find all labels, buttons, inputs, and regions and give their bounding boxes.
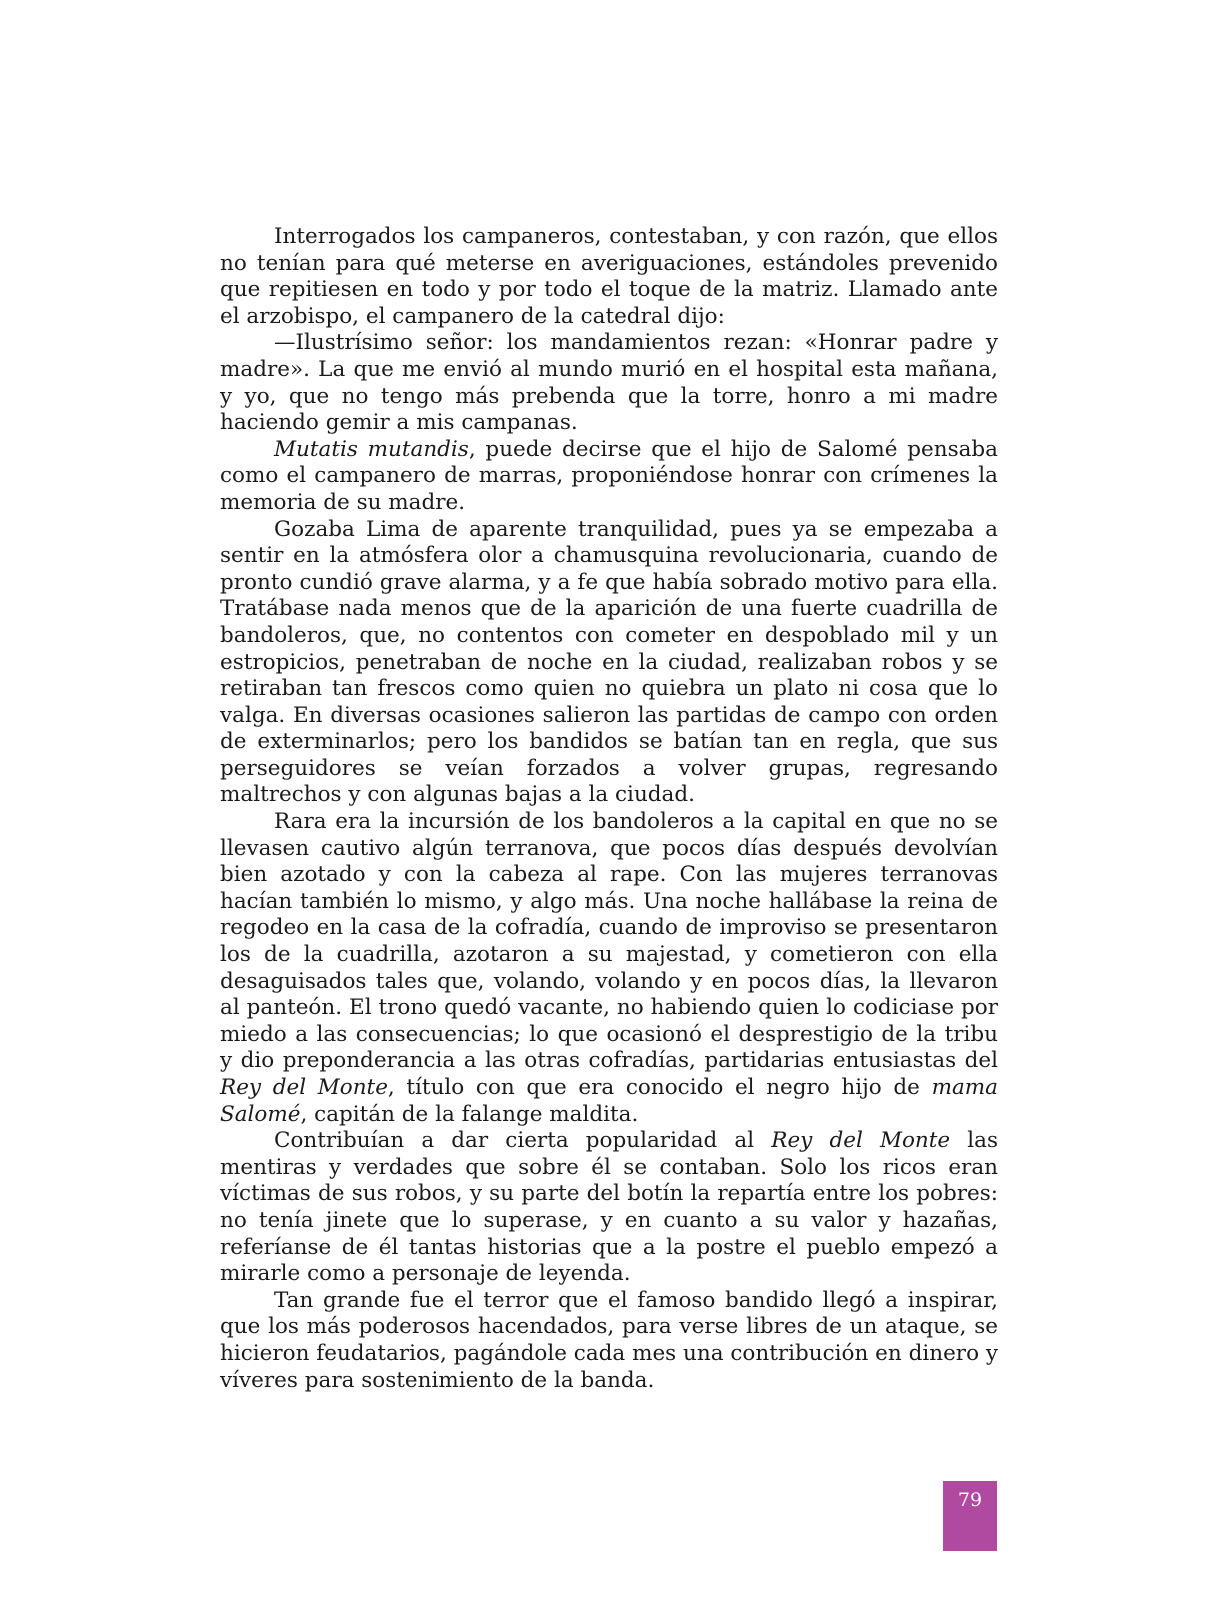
italic-text: Rey del Monte <box>771 1128 951 1154</box>
page-number-badge <box>943 1481 997 1551</box>
italic-text: Rey del Monte <box>220 1075 388 1100</box>
paragraph <box>220 517 998 810</box>
body-text <box>220 224 998 1394</box>
italic-text: mama Salomé <box>220 1075 998 1127</box>
paragraph-text: las mentiras y verdades que sobre él se contaban. Solo los ricos eran víctimas de sus robos, y su parte del botín la repartía entre los pobres: no tenía jinete que lo superase, y en cuanto a su valor y hazañas, referíanse de él tantas historias que a la postre el pueblo empezó a mirarle como a personaje de leyenda. <box>220 1128 999 1287</box>
paragraph <box>220 437 998 517</box>
page-number: 79 <box>957 1489 983 1511</box>
paragraph-text: Contribuían a dar cierta popularidad al <box>274 1128 772 1154</box>
paragraph <box>220 809 998 1128</box>
paragraph-text: , capitán de la falange maldita. <box>300 1101 639 1127</box>
paragraph-text: , puede decirse que el hijo de Salomé pensaba como el campanero de marras, proponiéndose honrar con crímenes la memoria de su madre. <box>220 436 998 515</box>
paragraph-text: —Ilustrísimo señor: los mandamientos rezan: «Honrar padre y madre». La que me envió al mundo murió en el hospital esta mañana, y yo, que no tengo más prebenda que la torre, honro a mi madre haciendo gemir a mis campanas. <box>220 330 998 436</box>
paragraph <box>220 1128 998 1288</box>
paragraph-text: , título con que era conocido el negro hijo de <box>387 1075 932 1100</box>
paragraph-text: Gozaba Lima de aparente tranquilidad, pues ya se empezaba a sentir en la atmósfera olor a chamusquina revolucionaria, cuando de pronto cundió grave alarma, y a fe que había sobrado motivo para ella. Tratábase nada menos que de la aparición de una fuerte cuadrilla de bandoleros, que, no contentos con cometer en despoblado mil y un estropicios, penetraban de noche en la ciudad, realizaban robos y se retiraban tan frescos como quien no quiebra un plato ni cosa que lo valga. En diversas ocasiones salieron las partidas de campo con orden de exterminarlos; pero los bandidos se batían tan en regla, que sus perseguidores se veían forzados a volver grupas, regresando maltrechos y con algunas bajas a la ciudad. <box>220 516 998 808</box>
italic-text: Mutatis mutandis <box>274 436 469 462</box>
paragraph <box>220 330 998 436</box>
paragraph-text: Rara era la incursión de los bandoleros a la capital en que no se llevasen cautivo algún terranova, que pocos días después devolvían bien azotado y con la cabeza al rape. Con las mujeres terranovas hacían también lo mismo, y algo más. Una noche hallábase la reina de regodeo en la casa de la cofradía, cuando de improviso se presentaron los de la cuadrilla, azotaron a su majestad, y cometieron con ella desaguisados tales que, volando, volando y en pocos días, la llevaron al panteón. El trono quedó vacante, no habiendo quien lo codiciase por miedo a las consecuencias; lo que ocasionó el desprestigio de la tribu y dio preponderancia a las otras cofradías, partidarias entusiastas del <box>220 809 998 1074</box>
paragraph-text: Interrogados los campaneros, contestaban, y con razón, que ellos no tenían para qué meterse en averiguaciones, estándoles prevenido que repitiesen en todo y por todo el toque de la matriz. Llamado ante el arzobispo, el campanero de la catedral dijo: <box>220 224 998 329</box>
paragraph-text: Tan grande fue el terror que el famoso bandido llegó a inspirar, que los más poderosos hacendados, para verse libres de un ataque, se hicieron feudatarios, pagándole cada mes una contribución en dinero y víveres para sostenimiento de la banda. <box>220 1287 998 1393</box>
paragraph <box>220 224 998 330</box>
paragraph <box>220 1288 998 1394</box>
